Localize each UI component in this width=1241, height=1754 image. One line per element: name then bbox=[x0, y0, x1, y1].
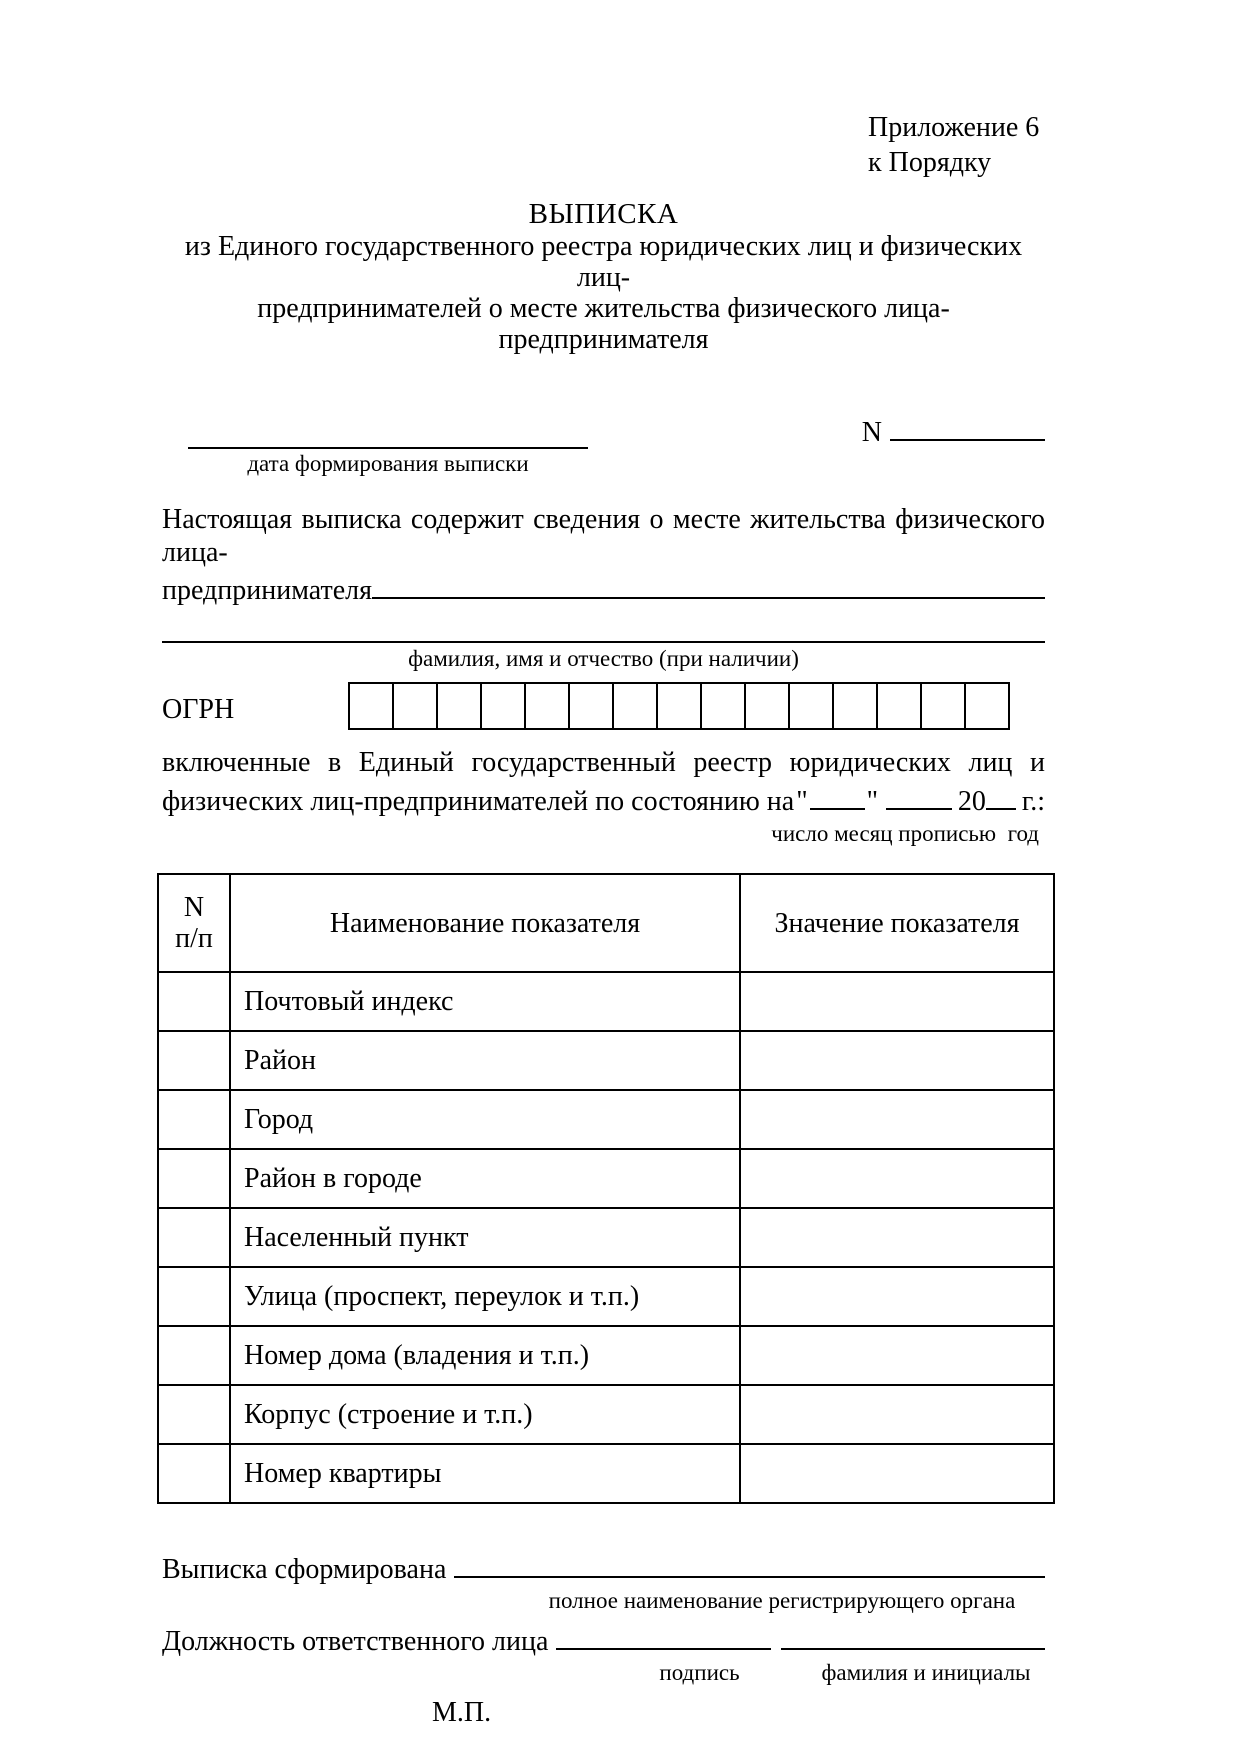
formation-date-field bbox=[188, 411, 588, 477]
row-number-cell bbox=[158, 1385, 230, 1444]
name-hint: фамилия и инициалы bbox=[821, 1660, 1031, 1685]
row-label-cell: Район bbox=[230, 1031, 740, 1090]
month-blank bbox=[886, 780, 952, 810]
ogrn-label: ОГРН bbox=[162, 694, 235, 725]
ogrn-digit-cell bbox=[438, 684, 482, 728]
annex-line-2: к Порядку bbox=[868, 147, 992, 178]
intro-line-1: Настоящая выписка содержит сведения о месте жительства физического лица- bbox=[162, 504, 1045, 568]
ogrn-digit-cell bbox=[394, 684, 438, 728]
footer-block bbox=[162, 1548, 1045, 1729]
document-number-field bbox=[862, 411, 1045, 449]
signature-hints-row bbox=[162, 1660, 1045, 1686]
intro-paragraph bbox=[162, 503, 1045, 672]
row-label-cell: Номер квартиры bbox=[230, 1444, 740, 1503]
year-blank bbox=[986, 780, 1016, 810]
row-value-cell bbox=[740, 1444, 1054, 1503]
annex-line-1: Приложение 6 bbox=[868, 112, 1040, 143]
document-title-block bbox=[162, 198, 1045, 355]
ogrn-digit-cell bbox=[614, 684, 658, 728]
table-header-row bbox=[158, 874, 1054, 972]
table-row bbox=[158, 1444, 1054, 1503]
table-header-num-line-1: N bbox=[183, 892, 205, 923]
table-row bbox=[158, 1149, 1054, 1208]
table-header-num-line-2: п/п bbox=[175, 923, 213, 954]
row-value-cell bbox=[740, 972, 1054, 1031]
formation-date-blank bbox=[188, 411, 588, 449]
position-label: Должность ответственного лица bbox=[162, 1626, 549, 1657]
row-number-cell bbox=[158, 972, 230, 1031]
indicators-table bbox=[157, 873, 1055, 1504]
table-row bbox=[158, 1090, 1054, 1149]
ogrn-digit-cell bbox=[746, 684, 790, 728]
row-number-cell bbox=[158, 1326, 230, 1385]
included-line-2 bbox=[162, 780, 1045, 819]
row-label-cell: Почтовый индекс bbox=[230, 972, 740, 1031]
row-number-cell bbox=[158, 1208, 230, 1267]
formed-label: Выписка сформирована bbox=[162, 1554, 447, 1585]
included-paragraph bbox=[162, 746, 1045, 847]
document-number-blank bbox=[890, 411, 1045, 441]
row-value-cell bbox=[740, 1149, 1054, 1208]
row-number-cell bbox=[158, 1444, 230, 1503]
ogrn-digit-cell bbox=[790, 684, 834, 728]
name-blank bbox=[781, 1620, 1045, 1650]
stamp-mark: М.П. bbox=[432, 1697, 492, 1728]
row-number-cell bbox=[158, 1149, 230, 1208]
ogrn-digit-cell bbox=[878, 684, 922, 728]
row-label-cell: Корпус (строение и т.п.) bbox=[230, 1385, 740, 1444]
row-label-cell: Улица (проспект, переулок и т.п.) bbox=[230, 1267, 740, 1326]
row-value-cell bbox=[740, 1090, 1054, 1149]
annex-block bbox=[868, 110, 1045, 180]
row-value-cell bbox=[740, 1326, 1054, 1385]
close-quote: " bbox=[866, 786, 879, 817]
included-line-1: включенные в Единый государственный реестр юридических лиц и bbox=[162, 747, 1045, 778]
fio-underline bbox=[162, 607, 1045, 643]
entrepreneur-name-blank bbox=[372, 569, 1045, 599]
fio-hint: фамилия, имя и отчество (при наличии) bbox=[408, 646, 799, 671]
ogrn-digit-cell bbox=[834, 684, 878, 728]
included-line-2-text: физических лиц-предпринимателей по состоянию на bbox=[162, 786, 795, 817]
ogrn-digit-cell bbox=[966, 684, 1008, 728]
table-row bbox=[158, 1267, 1054, 1326]
registering-organ-blank bbox=[454, 1548, 1045, 1578]
day-blank bbox=[810, 780, 865, 810]
ogrn-digit-cell bbox=[482, 684, 526, 728]
row-number-cell bbox=[158, 1090, 230, 1149]
title-subtitle-line-2: предпринимателей о месте жительства физического лица-предпринимателя bbox=[257, 293, 950, 355]
table-row bbox=[158, 1326, 1054, 1385]
ogrn-digit-cell bbox=[658, 684, 702, 728]
table-row bbox=[158, 1031, 1054, 1090]
intro-line-2 bbox=[162, 569, 1045, 607]
row-label-cell: Район в городе bbox=[230, 1149, 740, 1208]
ogrn-digit-boxes bbox=[348, 682, 1010, 730]
ogrn-digit-cell bbox=[526, 684, 570, 728]
row-value-cell bbox=[740, 1208, 1054, 1267]
title-subtitle-line-1: из Единого государственного реестра юридических лиц и физических лиц- bbox=[184, 231, 1023, 293]
hint-spacer bbox=[162, 1660, 592, 1686]
open-quote: " bbox=[796, 786, 808, 817]
formation-date-hint: дата формирования выписки bbox=[247, 451, 529, 476]
table-header-num bbox=[158, 874, 230, 972]
position-line bbox=[162, 1620, 1045, 1658]
row-label-cell: Город bbox=[230, 1090, 740, 1149]
row-label-cell: Населенный пункт bbox=[230, 1208, 740, 1267]
ogrn-digit-cell bbox=[350, 684, 394, 728]
formed-line bbox=[162, 1548, 1045, 1586]
number-sign: N bbox=[861, 417, 882, 448]
intro-line-2-text: предпринимателя bbox=[162, 575, 372, 606]
document-title: ВЫПИСКА bbox=[528, 198, 679, 230]
table-header-name: Наименование показателя bbox=[230, 874, 740, 972]
row-number-cell bbox=[158, 1031, 230, 1090]
ogrn-digit-cell bbox=[922, 684, 966, 728]
row-value-cell bbox=[740, 1385, 1054, 1444]
year-prefix: 20 bbox=[957, 786, 986, 817]
table-row bbox=[158, 972, 1054, 1031]
row-number-cell bbox=[158, 1267, 230, 1326]
row-value-cell bbox=[740, 1031, 1054, 1090]
reference-row bbox=[162, 411, 1045, 477]
registering-organ-hint: полное наименование регистрирующего органа bbox=[548, 1588, 1016, 1613]
table-header-value: Значение показателя bbox=[740, 874, 1054, 972]
year-suffix: г.: bbox=[1021, 786, 1045, 817]
row-value-cell bbox=[740, 1267, 1054, 1326]
ogrn-row bbox=[162, 682, 1045, 730]
signature-hint: подпись bbox=[659, 1660, 740, 1685]
date-composition-hint: число месяц прописью год bbox=[771, 821, 1039, 846]
row-label-cell: Номер дома (владения и т.п.) bbox=[230, 1326, 740, 1385]
table-row bbox=[158, 1385, 1054, 1444]
ogrn-digit-cell bbox=[702, 684, 746, 728]
signature-blank bbox=[556, 1620, 771, 1650]
table-row bbox=[158, 1208, 1054, 1267]
ogrn-digit-cell bbox=[570, 684, 614, 728]
